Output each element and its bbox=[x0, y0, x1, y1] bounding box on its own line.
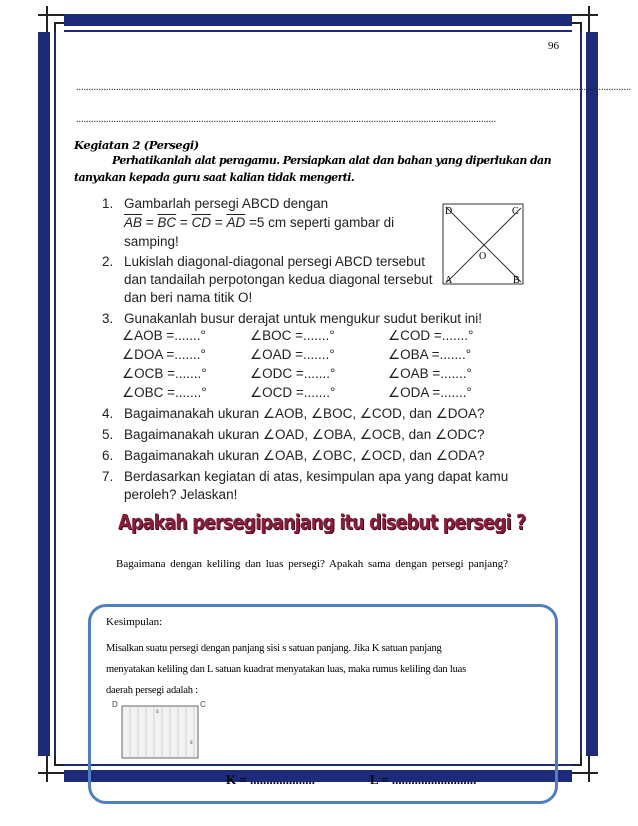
angle-ocb: ∠OCB =.......° bbox=[122, 366, 207, 381]
conclusion-line-2: menyatakan keliling dan L satuan kuadrat menyatakan luas, maka rumus keliling dan luas bbox=[106, 664, 467, 675]
corner-ornament-bottom-right bbox=[572, 756, 598, 782]
angle-boc: ∠BOC =.......° bbox=[250, 328, 335, 343]
angle-obc: ∠OBC =.......° bbox=[122, 385, 207, 400]
angle-ocd: ∠OCD =.......° bbox=[250, 385, 336, 400]
step-1: 1. Gambarlah persegi ABCD dengan bbox=[102, 196, 329, 211]
activity-heading: Kegiatan 2 (Persegi) bbox=[74, 138, 199, 152]
activity-instruction: Perhatikanlah alat peragamu. Persiapkan alat dan bahan yang diperlukan dan tanyakan kepada guru saat kalian tidak mengerti. bbox=[74, 154, 551, 184]
conclusion-line-3: daerah persegi adalah : bbox=[106, 685, 198, 696]
corner-ornament-bottom-left bbox=[38, 756, 64, 782]
step-7: 7. Berdasarkan kegiatan di atas, kesimpulan apa yang dapat kamu bbox=[102, 469, 509, 484]
step-7-line-2: peroleh? Jelaskan! bbox=[124, 487, 238, 502]
luas-formula-blank: L = .......................... bbox=[370, 772, 477, 787]
dotted-line-1: .............................................................................................................................................................................................................................. bbox=[76, 82, 631, 93]
label-b: B bbox=[513, 275, 520, 286]
angle-oad: ∠OAD =.......° bbox=[250, 347, 335, 362]
step-2-line-3: dan beri nama titik O! bbox=[124, 290, 253, 305]
conclusion-text bbox=[106, 638, 536, 701]
square-sides-figure bbox=[108, 698, 208, 758]
step-4: 4. Bagaimanakah ukuran ∠AOB, ∠BOC, ∠COD, dan ∠DOA? bbox=[102, 406, 485, 421]
angle-cod: ∠COD =.......° bbox=[388, 328, 474, 343]
label-a: A bbox=[445, 275, 453, 286]
fig-label-c: C bbox=[200, 700, 206, 709]
keliling-formula-blank: K = .................... bbox=[226, 772, 316, 787]
step-5: 5. Bagaimanakah ukuran ∠OAD, ∠OBA, ∠OCB, dan ∠ODC? bbox=[102, 427, 485, 442]
label-o: O bbox=[479, 251, 487, 262]
corner-ornament-top-right bbox=[572, 6, 598, 32]
angle-oda: ∠ODA =.......° bbox=[388, 385, 472, 400]
angle-doa: ∠DOA =.......° bbox=[122, 347, 206, 362]
corner-ornament-top-left bbox=[38, 6, 64, 32]
step-6: 6. Bagaimanakah ukuran ∠OAB, ∠OBC, ∠OCD, dan ∠ODA? bbox=[102, 448, 485, 463]
label-d: D bbox=[445, 206, 453, 217]
page-number: 96 bbox=[548, 40, 559, 52]
label-c: C bbox=[512, 206, 519, 217]
square-abcd-figure bbox=[441, 202, 525, 286]
question-text: Bagaimana dengan keliling dan luas persegi? Apakah sama dengan persegi panjang? bbox=[116, 558, 509, 570]
banner-title: Apakah persegipanjang itu disebut persegi ? bbox=[118, 510, 526, 534]
step-3: 3. Gunakanlah busur derajat untuk mengukur sudut berikut ini! bbox=[102, 311, 482, 326]
fig-label-d: D bbox=[112, 700, 118, 709]
angle-oab: ∠OAB =.......° bbox=[388, 366, 472, 381]
step-1-segments: $\overline{AB} = \overline{BC} = \overline{CD} = \overline{AD} =5$ cm seperti gambar di bbox=[124, 215, 395, 230]
step-2: 2. Lukislah diagonal-diagonal persegi ABCD tersebut bbox=[102, 254, 425, 269]
angle-oba: ∠OBA =.......° bbox=[388, 347, 472, 362]
step-1-line-3: samping! bbox=[124, 234, 179, 249]
step-2-line-2: dan tandailah perpotongan kedua diagonal tersebut bbox=[124, 272, 433, 287]
angle-odc: ∠ODC =.......° bbox=[250, 366, 336, 381]
dotted-line-2: ........................................................................................................................................................................ bbox=[76, 114, 496, 125]
fig-label-s-right: s bbox=[190, 738, 193, 746]
conclusion-title: Kesimpulan: bbox=[106, 616, 163, 628]
angle-aob: ∠AOB =.......° bbox=[122, 328, 206, 343]
conclusion-line-1: Misalkan suatu persegi dengan panjang sisi s satuan panjang. Jika K satuan panjang bbox=[106, 643, 442, 654]
fig-label-s-top: s bbox=[156, 707, 159, 715]
